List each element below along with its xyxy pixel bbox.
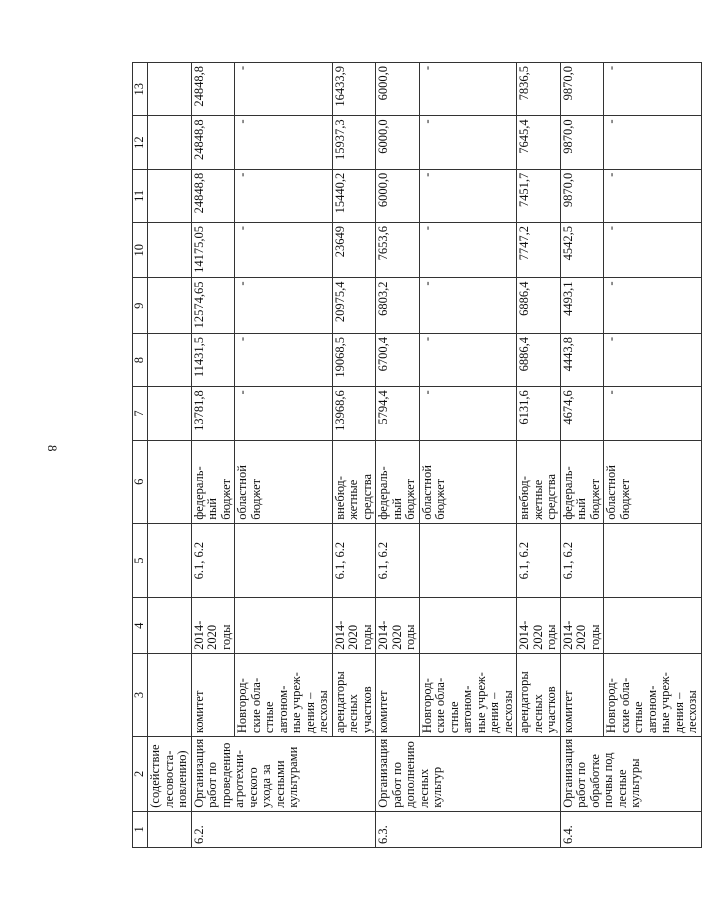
column-number: 12: [133, 116, 148, 169]
table-row: [235, 63, 333, 848]
period-cell: 2014- 2020 годы: [376, 598, 420, 653]
amount-cell: 6886,4: [517, 278, 561, 333]
funding-source-cell: федераль- ный бюджет: [560, 440, 604, 523]
column-number: 5: [133, 523, 148, 598]
executor-cell: комитет: [191, 653, 235, 736]
period-cell: 2014- 2020 годы: [191, 598, 235, 653]
amount-cell: -: [419, 116, 517, 169]
column-number: 11: [133, 169, 148, 222]
column-number: 7: [133, 387, 148, 440]
amount-cell: 6000,0: [376, 116, 420, 169]
amount-cell: 4443,8: [560, 333, 604, 386]
table-row: [191, 63, 235, 848]
empty-cell: [148, 169, 192, 222]
period-cell: [235, 598, 333, 653]
amount-cell: 7747,2: [517, 223, 561, 278]
amount-cell: 9870,0: [560, 169, 604, 222]
empty-cell: [148, 223, 192, 278]
amount-cell: 11431,5: [191, 333, 235, 386]
amount-cell: 16433,9: [332, 63, 376, 116]
table-row: [332, 63, 376, 848]
period-cell: [604, 598, 702, 653]
amount-cell: -: [235, 116, 333, 169]
amount-cell: -: [235, 63, 333, 116]
funding-source-cell: областной бюджет: [419, 440, 517, 523]
funding-source-cell: областной бюджет: [235, 440, 333, 523]
target-indicator-cell: 6.1, 6.2: [376, 523, 420, 598]
amount-cell: 13968,6: [332, 387, 376, 440]
amount-cell: -: [604, 116, 702, 169]
target-indicator-cell: 6.1, 6.2: [191, 523, 235, 598]
amount-cell: -: [604, 169, 702, 222]
amount-cell: 4493,1: [560, 278, 604, 333]
period-cell: 2014- 2020 годы: [517, 598, 561, 653]
executor-cell: арендаторы лесных участков: [517, 653, 561, 736]
amount-cell: -: [235, 278, 333, 333]
column-number: 8: [133, 333, 148, 386]
amount-cell: -: [235, 387, 333, 440]
amount-cell: 20975,4: [332, 278, 376, 333]
amount-cell: 13781,8: [191, 387, 235, 440]
amount-cell: -: [604, 63, 702, 116]
amount-cell: 12574,65: [191, 278, 235, 333]
amount-cell: 7451,7: [517, 169, 561, 222]
column-number: 2: [133, 737, 148, 812]
amount-cell: -: [235, 223, 333, 278]
funding-source-cell: федераль- ный бюджет: [191, 440, 235, 523]
funding-source-cell: областной бюджет: [604, 440, 702, 523]
target-indicator-cell: 6.1, 6.2: [517, 523, 561, 598]
activity-title-cell: Организация работ по проведению агротехни- ческого ухода за лесными культурами: [191, 737, 376, 812]
amount-cell: 4542,5: [560, 223, 604, 278]
funding-source-cell: федераль- ный бюджет: [376, 440, 420, 523]
activity-title-cell: Организация работ по обработке почвы под лесные культуры: [560, 737, 701, 812]
amount-cell: 6131,6: [517, 387, 561, 440]
amount-cell: -: [419, 278, 517, 333]
period-cell: 2014- 2020 годы: [560, 598, 604, 653]
executor-cell: Новгород- ские обла- стные автоном- ные учреж- дения – лесхозы: [604, 653, 702, 736]
table-row: [148, 63, 192, 848]
empty-cell: [148, 278, 192, 333]
amount-cell: -: [604, 278, 702, 333]
amount-cell: 15440,2: [332, 169, 376, 222]
executor-cell: Новгород- ские обла- стные автоном- ные учреж- дения – лесхозы: [419, 653, 517, 736]
executor-cell: комитет: [376, 653, 420, 736]
column-number: 9: [133, 278, 148, 333]
table-row: [604, 63, 702, 848]
column-number: 6: [133, 440, 148, 523]
amount-cell: -: [419, 333, 517, 386]
amount-cell: -: [419, 63, 517, 116]
amount-cell: 6886,4: [517, 333, 561, 386]
amount-cell: 23649: [332, 223, 376, 278]
target-indicator-cell: 6.1, 6.2: [560, 523, 604, 598]
amount-cell: 14175,05: [191, 223, 235, 278]
amount-cell: 6000,0: [376, 169, 420, 222]
empty-cell: [148, 116, 192, 169]
target-indicator-cell: [235, 523, 333, 598]
executor-cell: арендаторы лесных участков: [332, 653, 376, 736]
amount-cell: -: [604, 333, 702, 386]
column-number: 3: [133, 653, 148, 736]
empty-cell: [148, 523, 192, 598]
table-row: [517, 63, 561, 848]
amount-cell: 6700,4: [376, 333, 420, 386]
rotated-table-wrapper: [132, 62, 702, 848]
funding-source-cell: внебюд- жетные средства: [517, 440, 561, 523]
column-number: 10: [133, 223, 148, 278]
row-number-cell: 6.4.: [560, 811, 701, 847]
amount-cell: -: [235, 333, 333, 386]
amount-cell: -: [419, 169, 517, 222]
amount-cell: -: [604, 387, 702, 440]
executor-cell: Новгород- ские обла- стные автоном- ные учреж- дения – лесхозы: [235, 653, 333, 736]
amount-cell: 7836,5: [517, 63, 561, 116]
row-number-cell: 6.3.: [376, 811, 561, 847]
amount-cell: 6803,2: [376, 278, 420, 333]
page-number: 8: [45, 445, 60, 452]
empty-cell: [148, 63, 192, 116]
amount-cell: -: [235, 169, 333, 222]
activity-title-cell: Организация работ по дополнению лесных культур: [376, 737, 561, 812]
target-indicator-cell: [604, 523, 702, 598]
amount-cell: -: [419, 387, 517, 440]
amount-cell: 4674,6: [560, 387, 604, 440]
amount-cell: 5794,4: [376, 387, 420, 440]
amount-cell: 24848,8: [191, 169, 235, 222]
empty-cell: [148, 598, 192, 653]
amount-cell: 24848,8: [191, 116, 235, 169]
amount-cell: 24848,8: [191, 63, 235, 116]
period-cell: 2014- 2020 годы: [332, 598, 376, 653]
row-number-cell: [148, 811, 192, 847]
target-indicator-cell: 6.1, 6.2: [332, 523, 376, 598]
amount-cell: 9870,0: [560, 116, 604, 169]
amount-cell: -: [419, 223, 517, 278]
column-number-row: [133, 63, 148, 848]
amount-cell: -: [604, 223, 702, 278]
funding-source-cell: внебюд- жетные средства: [332, 440, 376, 523]
amount-cell: 19068,5: [332, 333, 376, 386]
period-cell: [419, 598, 517, 653]
row-number-cell: 6.2.: [191, 811, 376, 847]
activity-title-cell: (содействие лесовоста- новлению): [148, 737, 192, 812]
amount-cell: 15937,3: [332, 116, 376, 169]
table-row: [419, 63, 517, 848]
target-indicator-cell: [419, 523, 517, 598]
amount-cell: 7645,4: [517, 116, 561, 169]
empty-cell: [148, 333, 192, 386]
amount-cell: 6000,0: [376, 63, 420, 116]
empty-cell: [148, 387, 192, 440]
column-number: 1: [133, 811, 148, 847]
amount-cell: 7653,6: [376, 223, 420, 278]
program-activities-table: [132, 62, 702, 848]
amount-cell: 9870,0: [560, 63, 604, 116]
column-number: 13: [133, 63, 148, 116]
column-number: 4: [133, 598, 148, 653]
table-row: [560, 63, 604, 848]
empty-cell: [148, 440, 192, 523]
table-row: [376, 63, 420, 848]
empty-cell: [148, 653, 192, 736]
executor-cell: комитет: [560, 653, 604, 736]
